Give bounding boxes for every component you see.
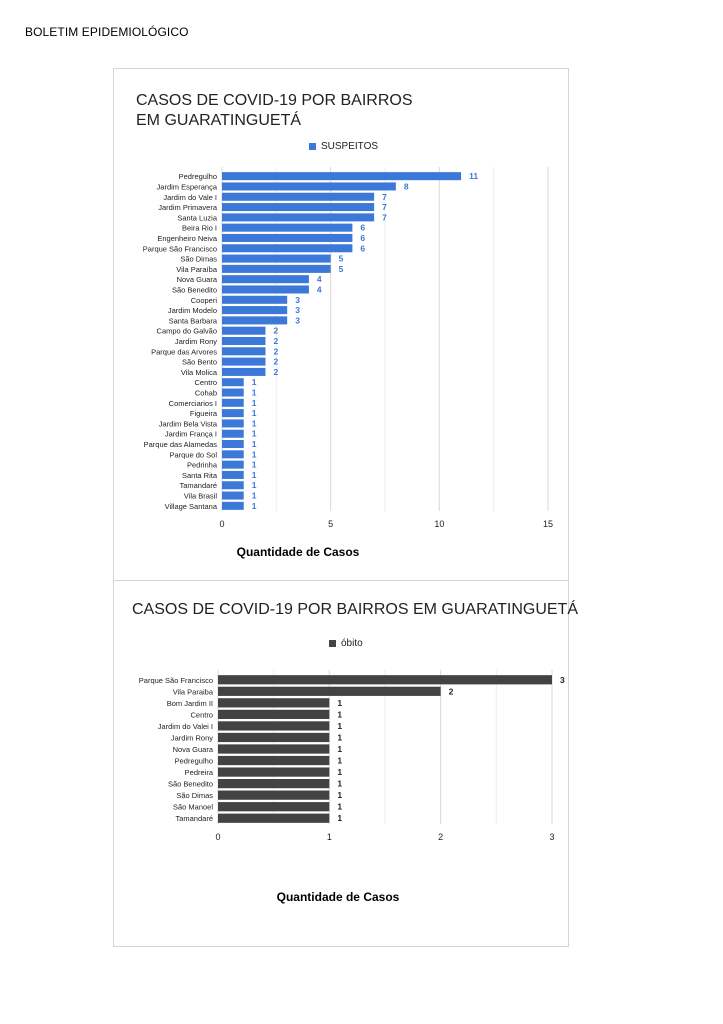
bar xyxy=(218,814,329,823)
bar xyxy=(218,779,329,788)
category-label: Jardim Rony xyxy=(174,337,217,346)
bar xyxy=(222,399,244,407)
bar xyxy=(218,767,329,776)
category-label: Pedreira xyxy=(184,768,213,778)
bar xyxy=(222,450,244,458)
category-label: São Manoel xyxy=(172,802,213,812)
bar xyxy=(222,502,244,510)
bar xyxy=(222,419,244,427)
bar xyxy=(222,182,396,190)
bar xyxy=(222,368,265,376)
tick-label: 10 xyxy=(434,519,445,529)
bar xyxy=(222,492,244,500)
data-label: 1 xyxy=(251,387,257,398)
category-label: Jardim Rony xyxy=(170,733,213,743)
data-label: 2 xyxy=(273,336,279,346)
bar xyxy=(222,337,265,345)
bar xyxy=(218,698,329,707)
data-label: 11 xyxy=(469,171,479,182)
bar xyxy=(222,193,374,201)
bar xyxy=(222,481,244,489)
category-label: Vila Paraíba xyxy=(176,264,217,274)
category-label: São Benedito xyxy=(171,285,217,295)
category-label: Engenheiro Neiva xyxy=(157,233,217,243)
category-label: Parque das Alamedas xyxy=(143,440,217,450)
bar xyxy=(222,347,265,355)
data-label: 6 xyxy=(360,222,366,233)
category-label: Beira Rio I xyxy=(181,223,217,233)
category-label: Pedregulho xyxy=(174,756,213,766)
category-label: Santa Barbara xyxy=(168,316,217,326)
data-label: 1 xyxy=(251,408,257,419)
data-label: 6 xyxy=(360,232,366,243)
chart-title: CASOS DE COVID-19 POR BAIRROS EM GUARATINGUETÁ xyxy=(136,92,413,129)
category-label: Cooperi xyxy=(190,295,217,305)
chart-panel-obito xyxy=(113,580,578,947)
tick-label: 2 xyxy=(438,832,444,842)
category-label: Parque São Francisco xyxy=(138,675,213,685)
bar xyxy=(218,675,552,684)
category-label: Centro xyxy=(194,378,217,388)
data-label: 2 xyxy=(273,366,279,377)
bar xyxy=(222,203,374,211)
category-label: Santa Luzia xyxy=(177,213,217,223)
chart-title: CASOS DE COVID-19 POR BAIRROS EM GUARATINGUETÁ xyxy=(132,601,578,618)
bar xyxy=(222,172,461,180)
data-label: 1 xyxy=(251,490,257,501)
data-label: 1 xyxy=(251,480,257,491)
x-axis-label: Quantidade de Casos xyxy=(236,545,360,559)
category-label: Jardim Esperança xyxy=(156,182,217,192)
legend-label: óbito xyxy=(341,638,363,649)
data-label: 6 xyxy=(360,243,366,254)
data-label: 7 xyxy=(382,202,387,213)
data-label: 1 xyxy=(251,500,257,511)
category-label: Bom Jardim II xyxy=(166,698,213,708)
category-label: Parque São Francisco xyxy=(142,244,217,254)
data-label: 1 xyxy=(337,801,343,812)
data-label: 1 xyxy=(251,469,257,480)
data-label: 1 xyxy=(337,709,343,720)
data-label: 3 xyxy=(295,294,300,305)
category-label: Jardim Bela Vista xyxy=(158,419,217,429)
bar xyxy=(222,440,244,448)
bar xyxy=(222,358,265,366)
bar xyxy=(218,721,329,730)
bar xyxy=(222,265,331,273)
category-label: Jardim do Vale I xyxy=(163,192,217,202)
data-label: 5 xyxy=(338,263,344,274)
tick-label: 0 xyxy=(215,832,221,842)
legend-label: SUSPEITOS xyxy=(321,141,379,152)
data-label: 1 xyxy=(251,449,257,460)
category-label: Village Santana xyxy=(164,501,217,511)
category-label: Parque das Arvores xyxy=(151,347,217,357)
bar xyxy=(222,213,374,221)
category-label: Tamandaré xyxy=(179,481,217,491)
data-label: 1 xyxy=(251,418,257,429)
data-label: 5 xyxy=(338,253,344,264)
data-label: 1 xyxy=(251,397,257,408)
bar xyxy=(218,687,441,696)
data-label: 4 xyxy=(316,274,322,285)
category-label: Vila Brasil xyxy=(183,491,217,501)
bar xyxy=(222,327,265,335)
category-label: Figueira xyxy=(189,409,217,419)
data-label: 3 xyxy=(295,305,300,316)
bar xyxy=(222,255,331,263)
tick-label: 15 xyxy=(542,519,554,529)
x-axis-label: Quantidade de Casos xyxy=(276,890,400,904)
bar xyxy=(218,756,329,765)
category-label: Campo do Galvão xyxy=(156,326,217,336)
category-label: Jardim Modelo xyxy=(167,306,217,316)
category-label: Nova Guara xyxy=(176,275,217,285)
category-label: São Dimas xyxy=(180,254,217,264)
category-label: São Bento xyxy=(181,357,217,367)
category-label: Tamandaré xyxy=(175,814,213,824)
category-label: Parque do Sol xyxy=(169,450,217,460)
data-label: 2 xyxy=(448,686,454,697)
tick-label: 3 xyxy=(549,832,555,842)
category-label: Comerciarios I xyxy=(168,398,217,408)
category-label: São Benedito xyxy=(167,779,213,789)
bar xyxy=(222,285,309,293)
bar xyxy=(222,409,244,417)
data-label: 2 xyxy=(273,356,279,367)
data-label: 1 xyxy=(251,428,257,439)
chart-panel-suspeitos xyxy=(113,68,569,581)
document-header: BOLETIM EPIDEMIOLÓGICO xyxy=(25,25,189,39)
data-label: 7 xyxy=(382,212,387,223)
data-label: 1 xyxy=(251,459,257,470)
data-label: 1 xyxy=(251,377,257,388)
bar xyxy=(218,710,329,719)
data-label: 4 xyxy=(316,284,322,295)
data-label: 1 xyxy=(337,755,343,766)
category-label: Vila Paraiba xyxy=(172,687,213,697)
data-label: 1 xyxy=(251,439,257,450)
bar xyxy=(222,461,244,469)
category-label: Vila Molica xyxy=(180,367,217,377)
bar xyxy=(222,388,244,396)
data-label: 1 xyxy=(337,790,343,801)
bar xyxy=(222,234,352,242)
category-label: Cohab xyxy=(194,388,217,398)
data-label: 1 xyxy=(337,813,343,824)
tick-label: 1 xyxy=(326,832,332,842)
category-label: Jardim do Valei I xyxy=(157,721,213,731)
data-label: 1 xyxy=(337,720,343,731)
bar xyxy=(222,378,244,386)
data-label: 2 xyxy=(273,346,279,357)
data-label: 1 xyxy=(337,767,343,778)
bar xyxy=(222,430,244,438)
bar xyxy=(218,791,329,800)
data-label: 3 xyxy=(560,674,565,685)
chart-legend xyxy=(329,638,363,649)
data-label: 7 xyxy=(382,191,387,202)
category-label: Pedregulho xyxy=(178,172,217,182)
bar xyxy=(222,316,287,324)
bar xyxy=(218,733,329,742)
bar xyxy=(218,744,329,753)
bar xyxy=(222,306,287,314)
chart-legend xyxy=(309,141,378,152)
category-label: Centro xyxy=(190,710,213,720)
category-label: Pedrinha xyxy=(186,460,217,470)
bar xyxy=(222,224,352,232)
tick-label: 0 xyxy=(219,519,225,529)
bar xyxy=(222,471,244,479)
data-label: 1 xyxy=(337,744,343,754)
data-label: 1 xyxy=(337,778,343,789)
category-label: Jardim França I xyxy=(164,429,217,439)
data-label: 1 xyxy=(337,697,343,708)
data-label: 3 xyxy=(295,315,300,326)
category-label: São Dimas xyxy=(176,791,213,801)
legend-swatch xyxy=(309,143,316,150)
data-label: 1 xyxy=(337,732,343,743)
data-label: 2 xyxy=(273,325,279,336)
data-label: 8 xyxy=(403,181,409,192)
legend-swatch xyxy=(329,640,336,647)
bar xyxy=(222,296,287,304)
category-label: Jardim Primavera xyxy=(158,203,217,213)
bar xyxy=(218,802,329,811)
category-label: Nova Guara xyxy=(172,745,213,754)
category-label: Santa Rita xyxy=(181,470,217,480)
bar xyxy=(222,244,352,252)
bar xyxy=(222,275,309,283)
tick-label: 5 xyxy=(328,519,334,529)
